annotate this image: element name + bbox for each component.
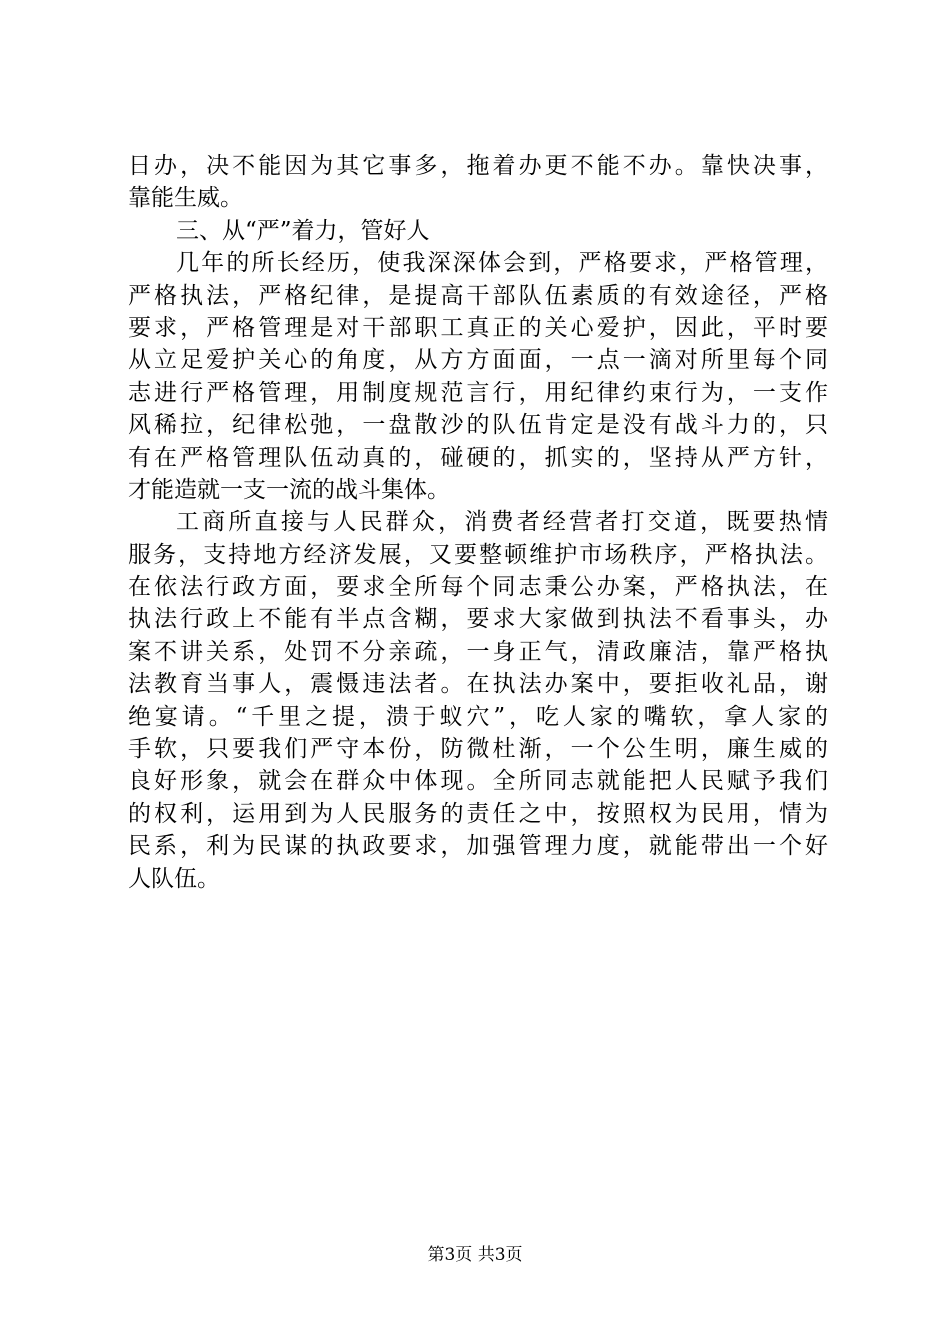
text-line: 绝宴请。“千里之提，溃于蚁穴”，吃人家的嘴软，拿人家的 — [128, 703, 828, 730]
text-line: 志进行严格管理，用制度规范言行，用纪律约束行为，一支作 — [128, 379, 828, 406]
text-line: 从立足爱护关心的角度，从方方面面，一点一滴对所里每个同 — [128, 347, 828, 374]
text-line: 手软，只要我们严守本份，防微杜渐，一个公生明，廉生威的 — [128, 736, 828, 763]
page-footer: 第3页 共3页 — [427, 1245, 523, 1265]
text-line: 良好形象，就会在群众中体现。全所同志就能把人民赋予我们 — [128, 768, 828, 795]
text-line: 靠能生威。 — [128, 185, 243, 212]
text-line: 才能造就一支一流的战斗集体。 — [128, 476, 450, 503]
text-line: 日办，决不能因为其它事多，拖着办更不能不办。靠快决事， — [128, 153, 828, 179]
text-line: 的权利，运用到为人民服务的责任之中，按照权为民用，情为 — [128, 800, 828, 827]
text-line: 案不讲关系，处罚不分亲疏，一身正气，清政廉洁，靠严格执 — [128, 638, 828, 665]
text-line: 在依法行政方面，要求全所每个同志秉公办案，严格执法，在 — [128, 574, 828, 601]
text-line: 工商所直接与人民群众，消费者经营者打交道，既要热情 — [176, 509, 828, 536]
text-line: 三、从“严”着力，管好人 — [176, 217, 430, 244]
text-line: 人队伍。 — [128, 865, 220, 892]
text-line: 服务，支持地方经济发展，又要整顿维护市场秩序，严格执法。 — [128, 541, 828, 568]
text-line: 法教育当事人，震慑违法者。在执法办案中，要拒收礼品，谢 — [128, 671, 828, 698]
text-line: 执法行政上不能有半点含糊，要求大家做到执法不看事头，办 — [128, 606, 828, 633]
text-line: 风稀拉，纪律松弛，一盘散沙的队伍肯定是没有战斗力的，只 — [128, 412, 828, 439]
text-line: 有在严格管理队伍动真的，碰硬的，抓实的，坚持从严方针， — [128, 444, 828, 471]
text-line: 民系，利为民谋的执政要求，加强管理力度，就能带出一个好 — [128, 833, 828, 860]
document-body — [128, 150, 828, 895]
text-line: 严格执法，严格纪律，是提高干部队伍素质的有效途径，严格 — [128, 282, 828, 309]
text-line: 要求，严格管理是对干部职工真正的关心爱护，因此，平时要 — [128, 314, 828, 341]
text-line: 几年的所长经历，使我深深体会到，严格要求，严格管理， — [176, 250, 828, 277]
